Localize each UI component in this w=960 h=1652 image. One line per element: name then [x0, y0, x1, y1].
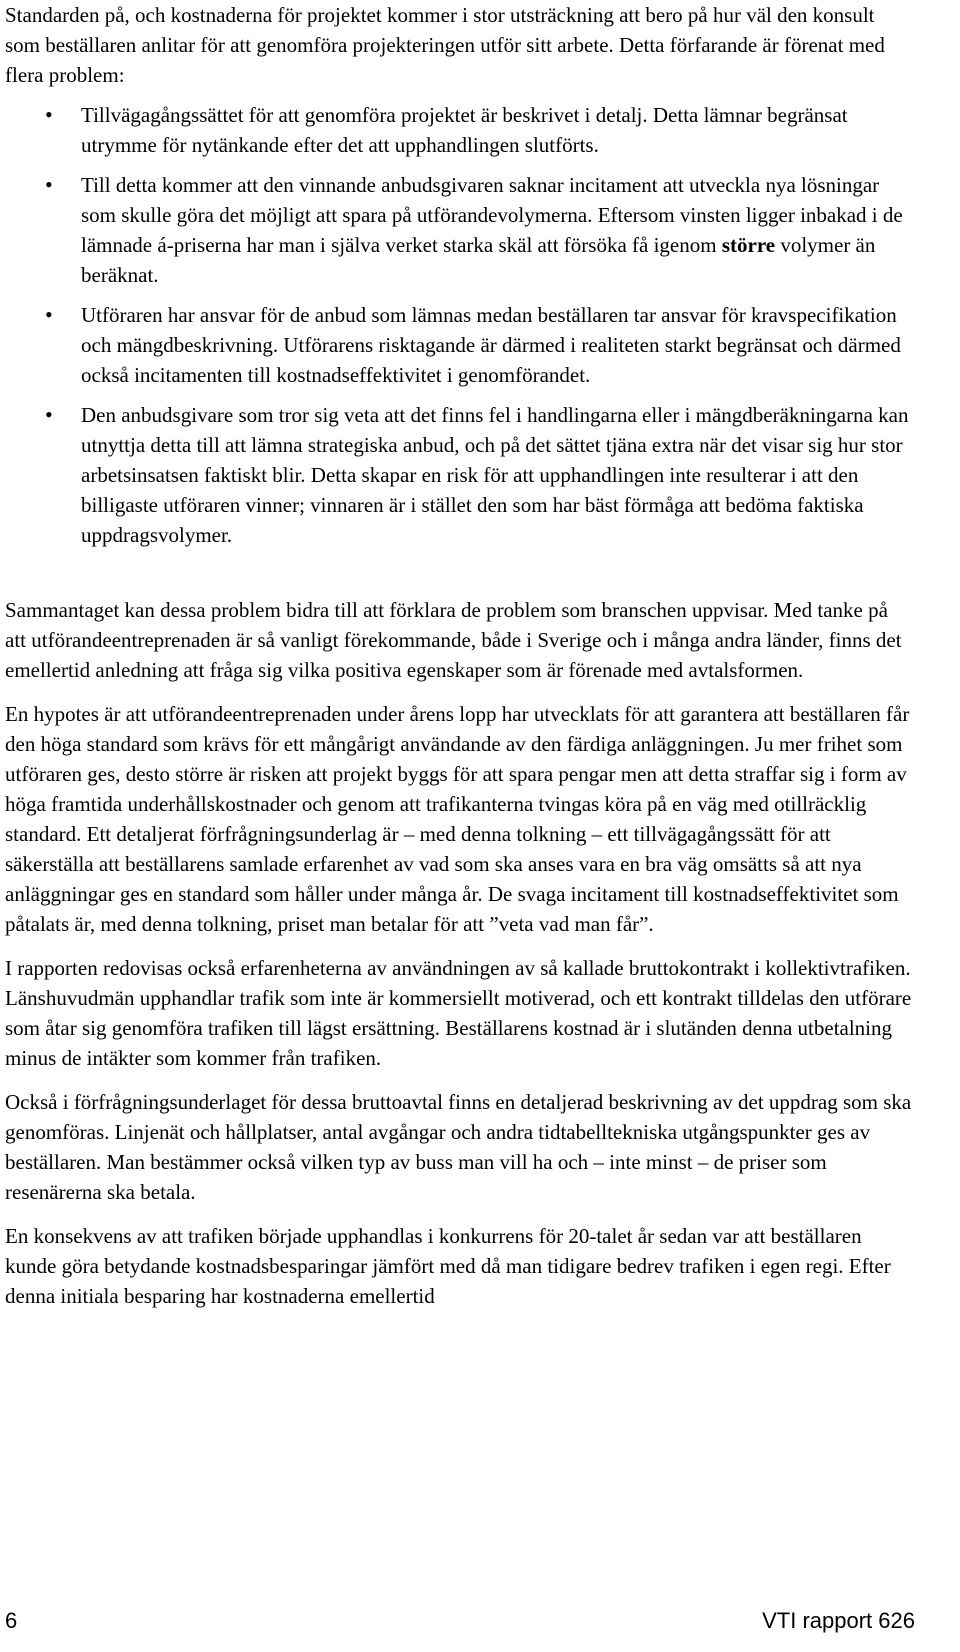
list-item	[5, 170, 913, 290]
body-paragraph: En hypotes är att utförandeentreprenaden under årens lopp har utvecklats för att garantera att beställaren får den höga standard som krävs för ett mångårigt användande av den färdiga anläggningen. Ju mer frihet som utföraren ges, desto större är risken att projekt byggs för att spara pengar men att detta straffar sig i form av höga framtida underhållskostnader och genom att trafikanterna tvingas köra på en väg med otillräcklig standard. Ett detaljerat förfrågningsunderlag är – med denna tolkning – ett tillvägagångssätt för att säkerställa att beställarens samlade erfarenhet av vad som ska anses vara en bra väg omsätts så att nya anläggningar ges en standard som håller under många år. De svaga incitament till kostnadseffektivitet som påtalats är, med denna tolkning, priset man betalar för att ”veta vad man får”.	[5, 702, 910, 936]
document-page	[5, 0, 913, 1325]
report-name: VTI rapport 626	[762, 1608, 915, 1633]
emphasis-text: större	[721, 233, 776, 257]
list-item: • Tillvägagångssättet för att genomföra projektet är beskrivet i detalj. Detta lämnar begränsat utrymme för nytänkande efter det att upphandlingen slutförts.	[5, 100, 913, 160]
list-item: • Den anbudsgivare som tror sig veta att det finns fel i handlingarna eller i mängdberäkningarna kan utnyttja detta till att lämna strategiska anbud, och på det sättet tjäna extra när det visar sig hur stor arbetsinsatsen faktiskt blir. Detta skapar en risk för att upphandlingen inte resulterar i att den billigaste utföraren vinner; vinnaren är i stället den som har bäst förmåga att bedöma faktiska uppdragsvolymer.	[5, 400, 913, 550]
problem-list	[5, 100, 913, 550]
body-paragraph: En konsekvens av att trafiken började upphandlas i konkurrens för 20-talet år sedan var att beställaren kunde göra betydande kostnadsbesparingar jämfört med då man tidigare bedrev trafiken i egen regi. Efter denna initiala besparing har kostnaderna emellertid	[5, 1224, 891, 1308]
page-number: 6	[5, 1608, 18, 1633]
body-paragraph: Också i förfrågningsunderlaget för dessa bruttoavtal finns en detaljerad beskrivning av det uppdrag som ska genomföras. Linjenät och hållplatser, antal avgångar och andra tidtabelltekniska utgångspunkter ges av beställaren. Man bestämmer också vilken typ av buss man vill ha och – inte minst – de priser som resenärerna ska betala.	[5, 1090, 912, 1204]
body-paragraph: Sammantaget kan dessa problem bidra till att förklara de problem som branschen uppvisar. Med tanke på att utförandeentreprenaden är så vanligt förekommande, både i Sverige och i många andra länder, finns det emellertid anledning att fråga sig vilka positiva egenskaper som är förenade med avtalsformen.	[5, 598, 902, 682]
intro-paragraph: Standarden på, och kostnaderna för projektet kommer i stor utsträckning att bero på hur väl den konsult som beställaren anlitar för att genomföra projekteringen utför sitt arbete. Detta förfarande är förenat med flera problem:	[5, 3, 885, 87]
body-paragraph: I rapporten redovisas också erfarenheterna av användningen av så kallade bruttokontrakt i kollektivtrafiken. Länshuvudmän upphandlar trafik som inte är kommersiellt motiverad, och ett kontrakt tilldelas den utförare som åtar sig genomföra trafiken till lägst ersättning. Beställarens kostnad är i slutänden denna utbetalning minus de intäkter som kommer från trafiken.	[5, 956, 912, 1070]
list-item: • Utföraren har ansvar för de anbud som lämnas medan beställaren tar ansvar för kravspecifikation och mängdbeskrivning. Utförarens risktagande är därmed i realiteten starkt begränsat och därmed också incitamenten till kostnadseffektivitet i genomförandet.	[5, 300, 913, 390]
list-item-text: Till detta kommer att den vinnande anbudsgivaren saknar incitament att utveckla nya lösningar som skulle göra det möjligt att spara på utförandevolymerna. Eftersom vinsten ligger inbakad i de lämnade á-priserna har man i själva verket starka skäl att försöka få igenom	[81, 173, 903, 257]
list-item-text: volymer än beräknat.	[81, 233, 876, 287]
section-spacer	[5, 560, 913, 595]
